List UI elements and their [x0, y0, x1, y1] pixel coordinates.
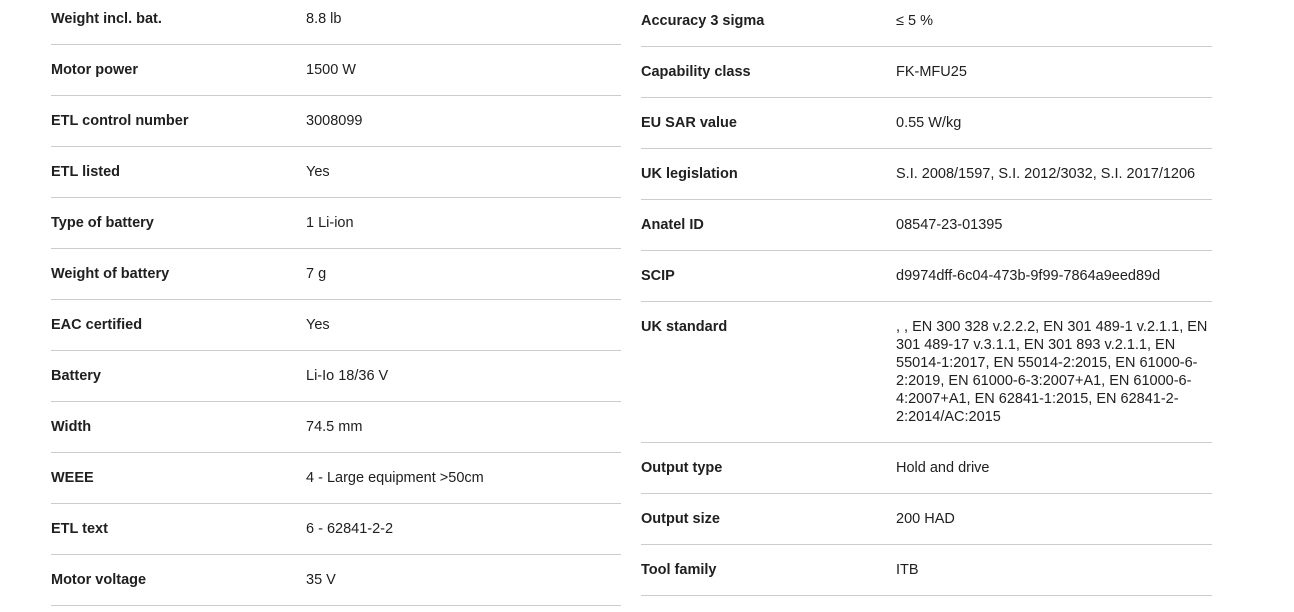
spec-value: Yes [306, 164, 330, 180]
spec-label: Battery [51, 368, 101, 384]
spec-label: UK standard [641, 319, 728, 335]
spec-label: Output type [641, 460, 723, 476]
spec-value: 200 HAD [896, 511, 955, 527]
table-row [641, 149, 1212, 200]
spec-value: 1 Li-ion [306, 215, 354, 231]
spec-label: EU SAR value [641, 115, 737, 131]
spec-value: 35 V [306, 572, 336, 588]
spec-value: Li-Io 18/36 V [306, 368, 389, 384]
spec-label: Weight incl. bat. [51, 11, 162, 27]
spec-value: 1500 W [306, 62, 356, 78]
table-row [51, 300, 621, 351]
spec-value: d9974dff-6c04-473b-9f99-7864a9eed89d [896, 268, 1161, 284]
table-row [51, 249, 621, 300]
spec-label: Motor power [51, 62, 138, 78]
spec-value: S.I. 2008/1597, S.I. 2012/3032, S.I. 2017/1206 [896, 166, 1196, 182]
table-row [641, 0, 1212, 47]
spec-label: Output size [641, 511, 720, 527]
spec-value: Yes [306, 317, 330, 333]
spec-label: Anatel ID [641, 217, 704, 233]
table-row [51, 198, 621, 249]
table-row [641, 443, 1212, 494]
spec-label: Accuracy 3 sigma [641, 13, 765, 29]
spec-value: 08547-23-01395 [896, 217, 1003, 233]
spec-label: WEEE [51, 470, 94, 486]
spec-label: Weight of battery [51, 266, 170, 282]
table-row [51, 351, 621, 402]
spec-value: Hold and drive [896, 460, 990, 476]
spec-label: SCIP [641, 268, 675, 284]
spec-value: 6 - 62841-2-2 [306, 521, 394, 537]
spec-value: 8.8 lb [306, 11, 342, 27]
table-row [641, 545, 1212, 596]
spec-label: Width [51, 419, 92, 435]
spec-label: EAC certified [51, 317, 143, 333]
spec-value: ITB [896, 562, 919, 578]
table-row [51, 96, 621, 147]
spec-label: Motor voltage [51, 572, 147, 588]
table-row [51, 147, 621, 198]
spec-label: UK legislation [641, 166, 738, 182]
spec-value: 74.5 mm [306, 419, 363, 435]
table-row [51, 45, 621, 96]
table-row [641, 494, 1212, 545]
spec-label: ETL listed [51, 164, 121, 180]
table-row [641, 47, 1212, 98]
table-row [641, 200, 1212, 251]
table-row [51, 504, 621, 555]
table-row [51, 555, 621, 606]
spec-label: Type of battery [51, 215, 154, 231]
spec-table-left [51, 0, 621, 606]
table-row [51, 453, 621, 504]
spec-value: 3008099 [306, 113, 363, 129]
spec-value: , , EN 300 328 v.2.2.2, EN 301 489-1 v.2.1.1, EN 301 489-17 v.3.1.1, EN 301 893 v.2.1.1, EN 55014-1:2017, EN 55014-2:2015, EN 61000-6-2:2019, EN 61000-6-3:2007+A1, EN 61000-6-4:2007+A1, EN 62841-1:2015, EN 62841-2-2:2014/AC:2015 [896, 319, 1208, 425]
table-row [641, 98, 1212, 149]
spec-value: FK-MFU25 [896, 64, 967, 80]
spec-label: ETL text [51, 521, 108, 537]
table-row [51, 402, 621, 453]
spec-label: Capability class [641, 64, 751, 80]
spec-value: ≤ 5 % [896, 13, 933, 29]
spec-value: 4 - Large equipment >50cm [306, 470, 484, 486]
table-row [51, 0, 621, 45]
spec-label: Tool family [641, 562, 717, 578]
spec-label: ETL control number [51, 113, 189, 129]
table-row [641, 251, 1212, 302]
spec-value: 0.55 W/kg [896, 115, 962, 131]
table-row [641, 302, 1212, 443]
spec-table-right [641, 0, 1212, 596]
spec-value: 7 g [306, 266, 327, 282]
